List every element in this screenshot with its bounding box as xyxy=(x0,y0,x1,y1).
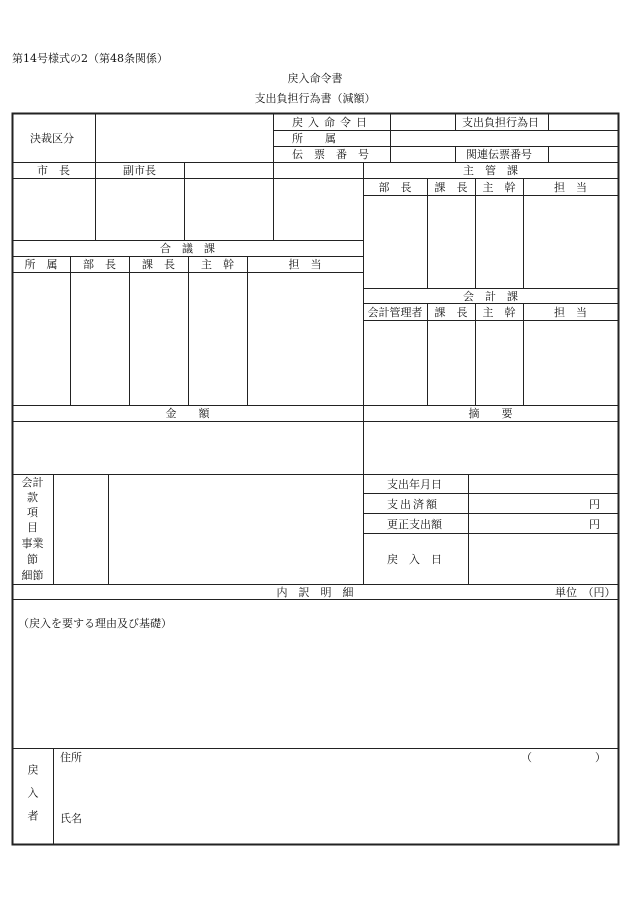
shishutsu-date-label: 支出負担行為日 xyxy=(462,116,539,129)
account-label: 事業 xyxy=(21,537,44,550)
gogi-col: 主 幹 xyxy=(201,258,234,271)
gogi-col: 所 属 xyxy=(24,258,58,271)
account-label: 会計 xyxy=(21,476,44,489)
amount-label: 金 額 xyxy=(165,407,210,420)
modori-date-label: 戻入命令日 xyxy=(292,116,372,129)
denpyo-label: 伝 票 番 号 xyxy=(292,148,369,161)
name-label: 氏名 xyxy=(60,812,82,825)
yen-unit: 円 xyxy=(589,518,600,531)
modori-day-label: 戻 入 日 xyxy=(387,553,442,566)
breakdown-title: 内 訳 明 細 xyxy=(276,586,354,599)
reason-label: （戻入を要する理由及び基礎） xyxy=(18,617,172,630)
shukan-col: 課 長 xyxy=(434,181,468,194)
shishutsu-ymd-label: 支出年月日 xyxy=(387,478,442,491)
kaikei-col: 担 当 xyxy=(554,306,587,319)
mayor-label: 市 長 xyxy=(37,164,70,177)
payer-label: 戻入者 xyxy=(26,764,39,833)
page-subtitle: 支出負担行為書（減額） xyxy=(254,92,376,105)
summary-label: 摘 要 xyxy=(468,407,513,420)
gogi-col: 部 長 xyxy=(83,258,116,271)
account-label: 細節 xyxy=(21,569,44,582)
vice-mayor-label: 副市長 xyxy=(123,164,156,177)
paren-close: ） xyxy=(595,751,606,764)
paren-open: （ xyxy=(521,751,532,764)
shozoku-label: 所 属 xyxy=(292,132,336,145)
kosei-label: 更正支出額 xyxy=(387,518,442,531)
gogi-label: 合 議 課 xyxy=(160,242,215,255)
gogi-col: 担 当 xyxy=(288,258,322,271)
account-label: 項 xyxy=(27,506,38,519)
page-title: 戻入命令書 xyxy=(287,72,343,85)
shukan-col: 主 幹 xyxy=(482,181,516,194)
kaikei-col: 会計管理者 xyxy=(367,306,423,319)
kessai-label: 決裁区分 xyxy=(30,132,74,145)
kaikei-col: 主 幹 xyxy=(482,306,516,319)
unit-label: 単位 （円） xyxy=(555,586,616,599)
shishutsu-zumi-label: 支出済額 xyxy=(387,498,439,511)
shukan-label: 主 管 課 xyxy=(463,164,518,177)
account-label: 款 xyxy=(27,491,38,504)
shukan-col: 部 長 xyxy=(378,181,412,194)
shukan-col: 担 当 xyxy=(554,181,587,194)
yen-unit: 円 xyxy=(589,498,600,511)
kanren-label: 関連伝票番号 xyxy=(466,148,532,161)
address-label: 住所 xyxy=(60,751,82,764)
account-label: 目 xyxy=(27,521,38,534)
form-number: 第14号様式の2（第48条関係） xyxy=(12,52,168,65)
gogi-col: 課 長 xyxy=(142,258,175,271)
kaikei-label: 会 計 課 xyxy=(463,290,518,303)
kaikei-col: 課 長 xyxy=(434,306,468,319)
account-label: 節 xyxy=(27,553,38,566)
